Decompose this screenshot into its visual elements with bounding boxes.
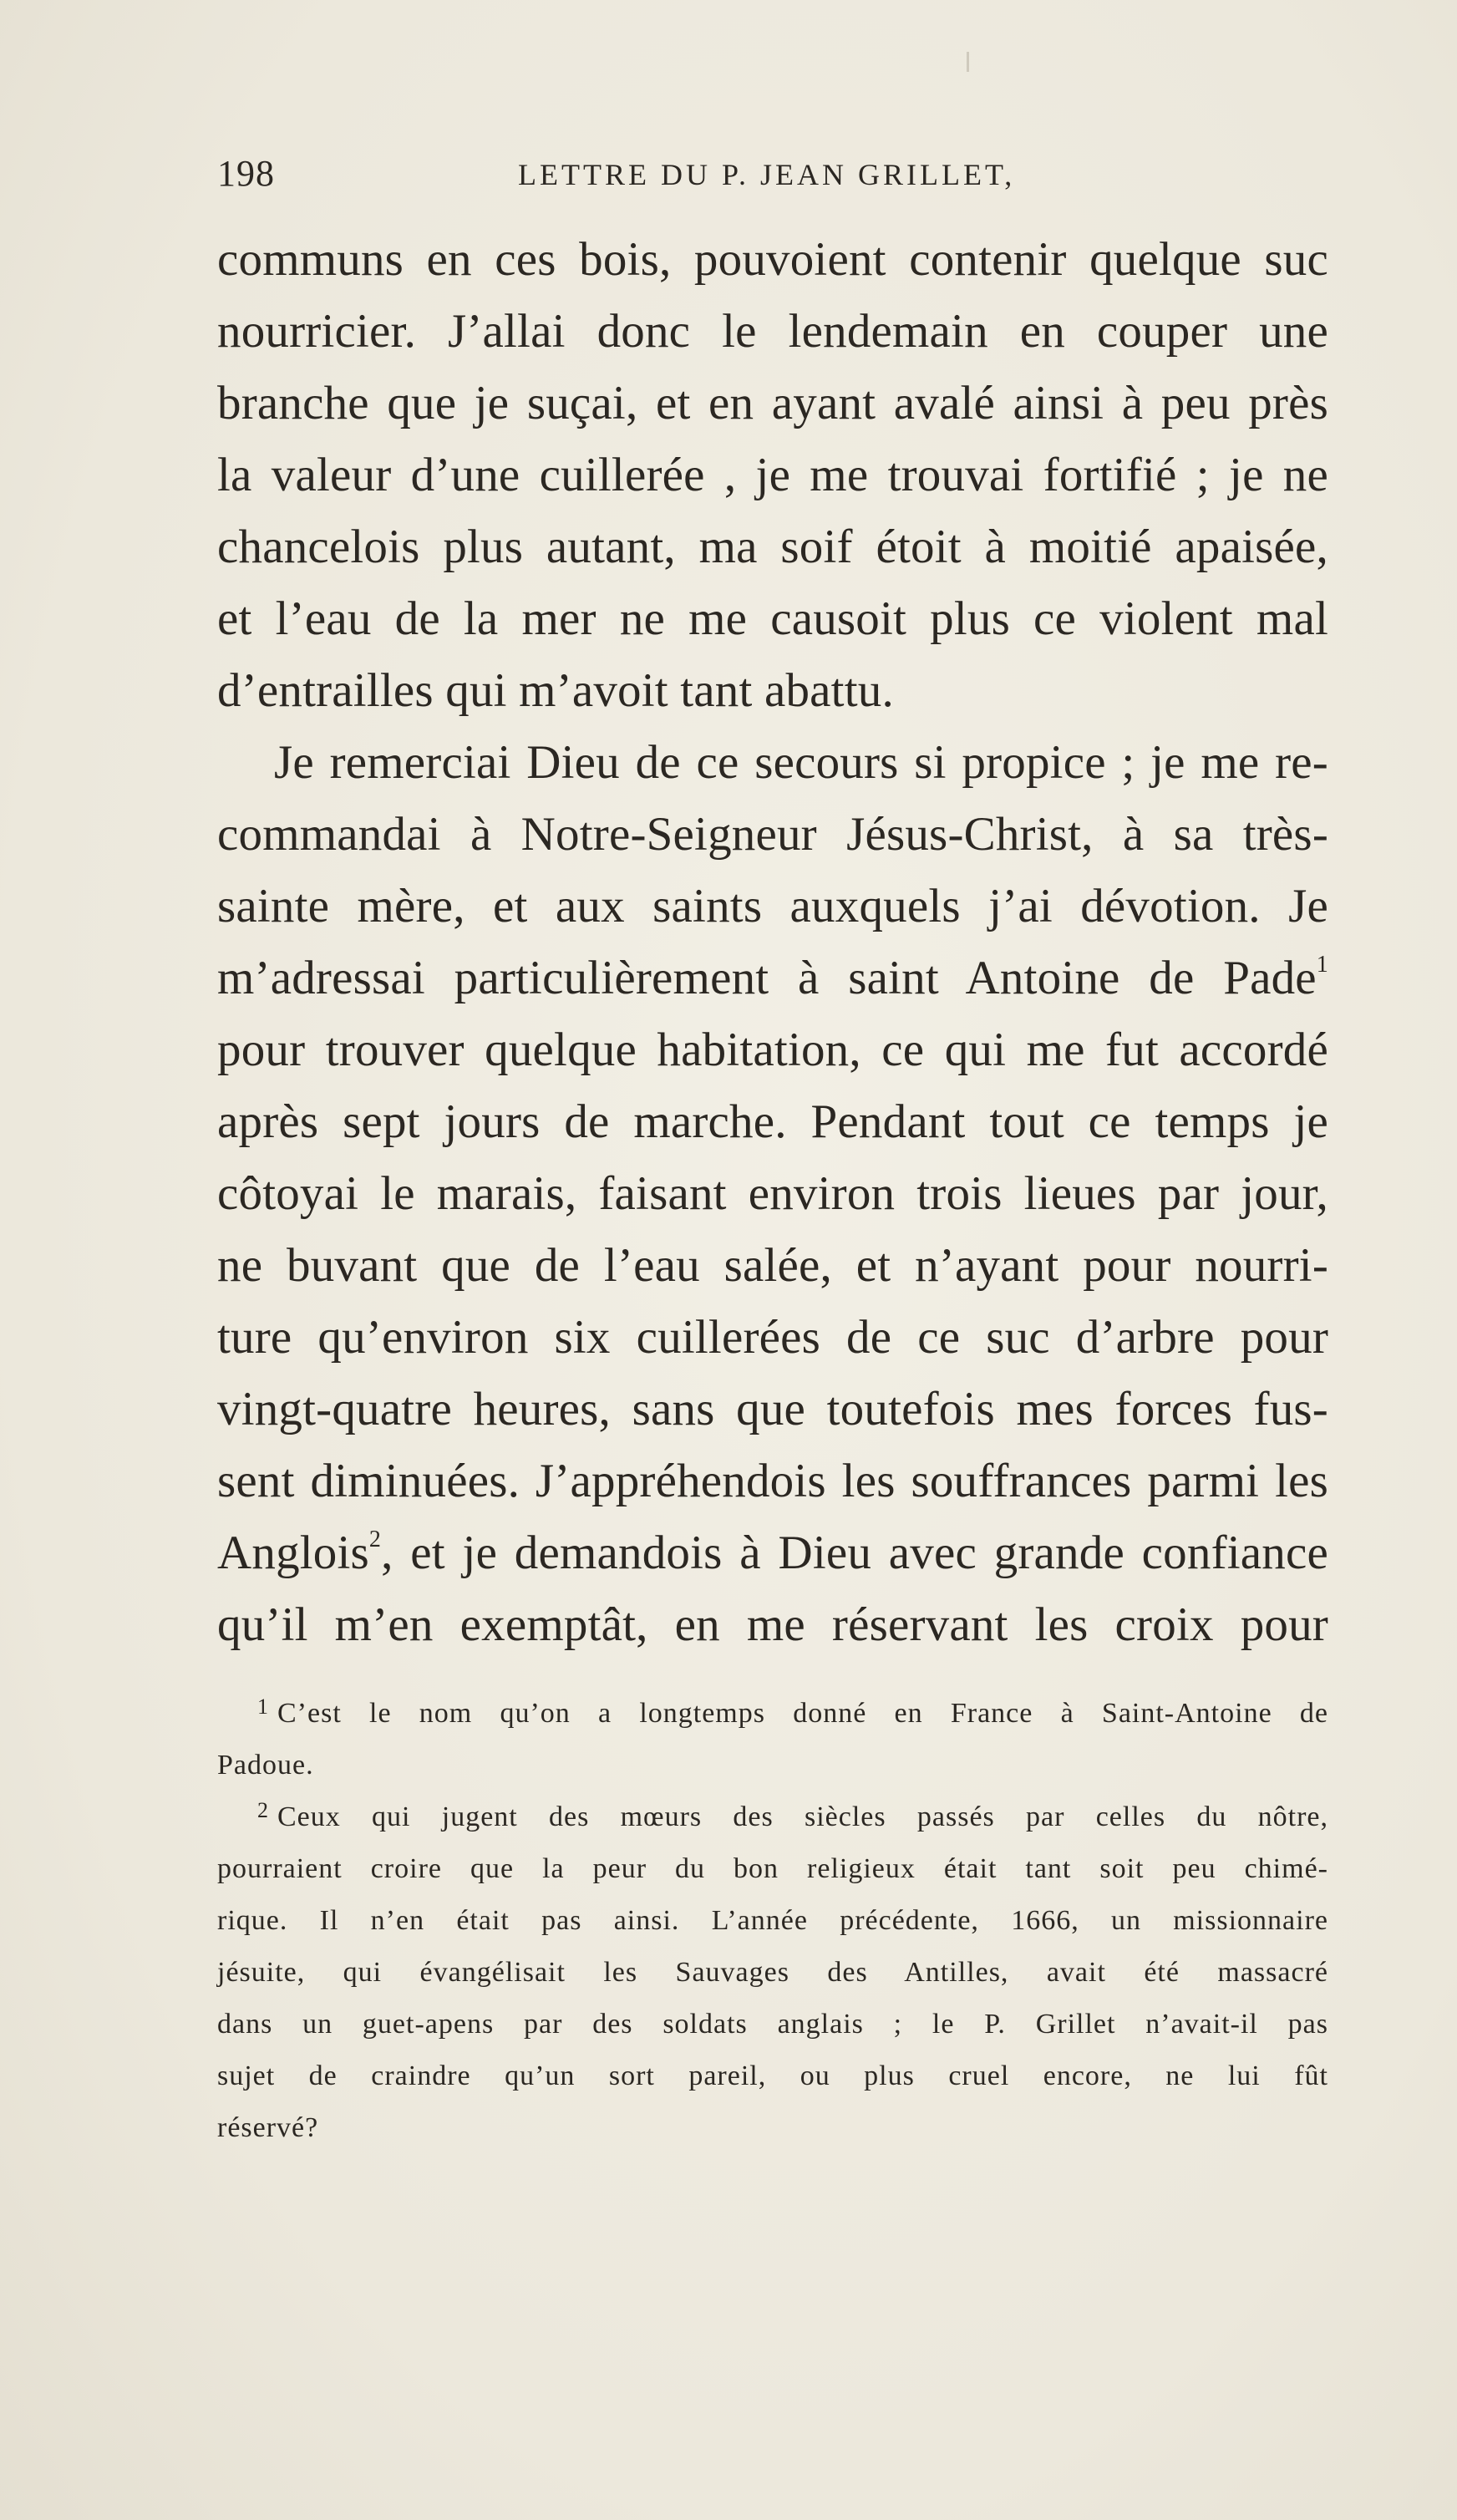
text-line: sent diminuées. J’appréhendois les souffrances parmi les	[217, 1455, 1328, 1507]
text-line: côtoyai le marais, faisant environ trois lieues par jour,	[217, 1167, 1328, 1220]
text-line: ture qu’environ six cuillerées de ce suc d’arbre pour	[217, 1311, 1328, 1364]
text-line: sainte mère, et aux saints auxquels j’ai dévotion. Je	[217, 880, 1328, 932]
text-line: pour trouver quelque habitation, ce qui me fut accordé	[217, 1024, 1328, 1076]
text-line: ne buvant que de l’eau salée, et n’ayant pour nourri-	[217, 1239, 1328, 1292]
text-line: et l’eau de la mer ne me causoit plus ce violent mal	[217, 592, 1328, 645]
footnote-text: Ceux qui jugent des mœurs des siècles passés par celles du nôtre,	[277, 1801, 1328, 1832]
footnote-2-mark: 2	[257, 1798, 269, 1822]
text-line-with-note	[217, 942, 1328, 1014]
text-line: Je remerciai Dieu de ce secours si propice ; je me re-	[274, 736, 1328, 789]
paper-mark	[967, 52, 969, 72]
text-line: communs en ces bois, pouvoient contenir quelque suc	[217, 233, 1328, 286]
text-line: nourricier. J’allai donc le lendemain en couper une	[217, 305, 1328, 358]
text-line: chancelois plus autant, ma soif étoit à moitié apaisée,	[217, 521, 1328, 573]
footnote-ref-2[interactable]: 2	[368, 1527, 382, 1552]
text-line: qu’il m’en exemptât, en me réservant les croix pour	[217, 1598, 1328, 1651]
body-text	[217, 224, 1328, 1661]
footnote-2-line	[217, 1791, 1328, 1843]
text-fragment: Anglois	[217, 1527, 369, 1579]
footnote-2-line: pourraient croire que la peur du bon religieux était tant soit peu chimé-	[217, 1853, 1328, 1884]
footnote-2-line: rique. Il n’en était pas ainsi. L’année précédente, 1666, un missionnaire	[217, 1905, 1328, 1936]
footnote-2-line: dans un guet-apens par des soldats anglais ; le P. Grillet n’avait-il pas	[217, 2009, 1328, 2040]
footnote-1-mark: 1	[257, 1694, 269, 1719]
text-fragment: m’adressai particulièrement à saint Antoine de Pade	[217, 952, 1317, 1004]
running-title: LETTRE DU P. JEAN GRILLET,	[518, 158, 1016, 191]
text-line: vingt-quatre heures, sans que toutefois mes forces fus-	[217, 1383, 1328, 1435]
footnote-1-line	[217, 1688, 1328, 1740]
running-head	[217, 152, 1253, 202]
text-line: d’entrailles qui m’avoit tant abattu.	[217, 664, 894, 717]
footnotes	[217, 1688, 1328, 2154]
footnote-1-line: Padoue.	[217, 1750, 314, 1781]
text-line: la valeur d’une cuillerée , je me trouvai fortifié ; je ne	[217, 449, 1328, 501]
text-line-with-note	[217, 1517, 1328, 1589]
footnote-2-line: réservé?	[217, 2112, 319, 2143]
text-fragment: , et je demandois à Dieu avec grande confiance	[381, 1527, 1328, 1579]
text-line: commandai à Notre-Seigneur Jésus-Christ, à sa très-	[217, 808, 1328, 861]
footnote-2-line: jésuite, qui évangélisait les Sauvages des Antilles, avait été massacré	[217, 1957, 1328, 1988]
footnote-2-line: sujet de craindre qu’un sort pareil, ou plus cruel encore, ne lui fût	[217, 2060, 1328, 2091]
footnote-ref-1[interactable]: 1	[1316, 952, 1328, 978]
text-line: branche que je suçai, et en ayant avalé ainsi à peu près	[217, 377, 1328, 429]
page-number: 198	[217, 153, 275, 194]
footnote-text: C’est le nom qu’on a longtemps donné en France à Saint-Antoine de	[277, 1698, 1328, 1729]
text-line: après sept jours de marche. Pendant tout ce temps je	[217, 1095, 1328, 1148]
